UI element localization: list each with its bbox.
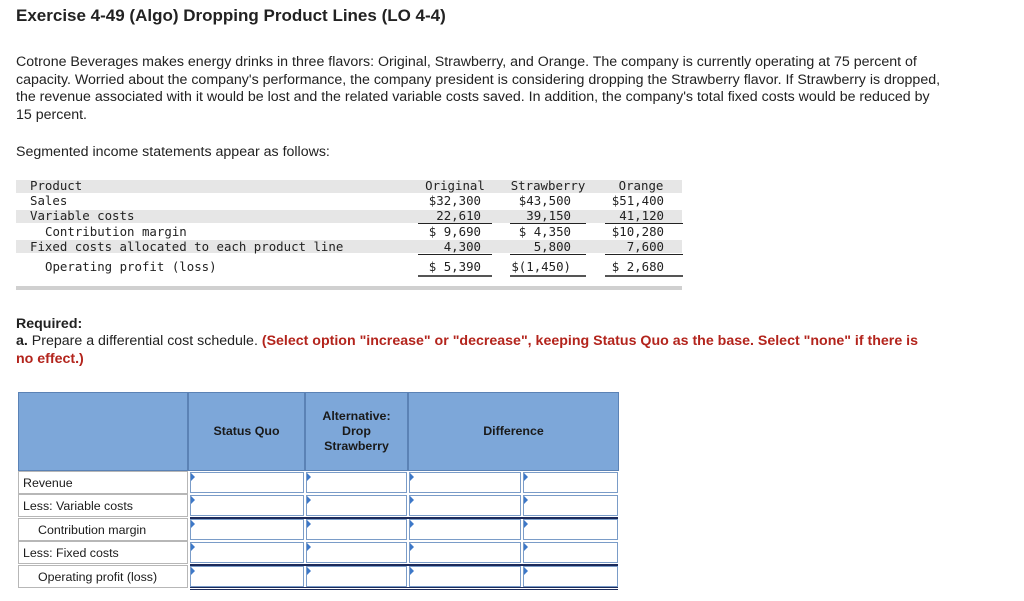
statement-row-label: Contribution margin <box>45 224 187 239</box>
statement-cell-orange: 7,600 <box>626 239 664 254</box>
schedule-row-operating-profit-label: Operating profit (loss) <box>18 565 188 588</box>
statement-row-contribution-margin <box>16 224 682 239</box>
contribution-margin-change-select[interactable] <box>523 519 618 540</box>
schedule-header-difference-label: Difference <box>483 424 544 438</box>
statement-header-original: Original <box>425 178 485 193</box>
statement-cell-strawberry: 5,800 <box>533 239 571 254</box>
statement-row-label: Variable costs <box>30 208 135 223</box>
statement-cell-original: 22,610 <box>436 208 481 223</box>
schedule-header-alternative-label: Alternative: Drop Strawberry <box>322 409 391 453</box>
required-heading: Required: <box>16 316 83 332</box>
variable-costs-status-quo-input[interactable] <box>190 495 304 516</box>
fixed-costs-status-quo-input[interactable] <box>190 542 304 563</box>
statement-row-fixed-costs <box>16 239 682 254</box>
schedule-row-variable-costs-label: Less: Variable costs <box>18 494 188 517</box>
operating-profit-status-quo-input[interactable] <box>190 566 304 587</box>
operating-profit-change-select[interactable] <box>523 566 618 587</box>
contribution-margin-alternative-input[interactable] <box>306 519 407 540</box>
schedule-row-fixed-costs-label: Less: Fixed costs <box>18 541 188 564</box>
statement-row-label: Sales <box>30 193 68 208</box>
fixed-costs-alternative-input[interactable] <box>306 542 407 563</box>
schedule-header-blank <box>18 392 188 471</box>
revenue-status-quo-input[interactable] <box>190 472 304 493</box>
statement-cell-original: $ 5,390 <box>428 259 481 274</box>
contribution-margin-status-quo-input[interactable] <box>190 519 304 540</box>
variable-costs-difference-input[interactable] <box>409 495 521 516</box>
statement-row-label: Fixed costs allocated to each product line <box>30 239 344 254</box>
revenue-difference-input[interactable] <box>409 472 521 493</box>
statement-cell-strawberry: $ 4,350 <box>518 224 571 239</box>
revenue-alternative-input[interactable] <box>306 472 407 493</box>
statement-row-label: Operating profit (loss) <box>45 259 217 274</box>
operating-profit-alternative-input[interactable] <box>306 566 407 587</box>
requirement-a <box>16 333 936 368</box>
segmented-statements-label: Segmented income statements appear as follows: <box>16 144 330 160</box>
schedule-header-difference <box>408 392 619 471</box>
statement-cell-orange: $51,400 <box>611 193 664 208</box>
statement-header-row <box>16 178 682 193</box>
fixed-costs-change-select[interactable] <box>523 542 618 563</box>
statement-cell-original: $ 9,690 <box>428 224 481 239</box>
statement-cell-orange: 41,120 <box>619 208 664 223</box>
variable-costs-alternative-input[interactable] <box>306 495 407 516</box>
schedule-row-revenue-label: Revenue <box>18 471 188 494</box>
statement-cell-original: $32,300 <box>428 193 481 208</box>
statement-header-product: Product <box>30 178 83 193</box>
statement-row-operating-profit <box>16 259 682 274</box>
contribution-margin-difference-input[interactable] <box>409 519 521 540</box>
statement-row-sales <box>16 193 682 208</box>
problem-description: Cotrone Beverages makes energy drinks in three flavors: Original, Strawberry, and Orange. The company is currently operating at 75 percent of capacity. Worried about the company's performance, the company president is considering dropping the Strawberry flavor. If Strawberry is dropped, the revenue associated with it would be lost and the related variable costs saved. In addition, the company's total fixed costs would be reduced by 15 percent. <box>16 54 941 123</box>
schedule-header-status-quo <box>188 392 305 471</box>
statement-cell-strawberry: $43,500 <box>518 193 571 208</box>
statement-cell-orange: $10,280 <box>611 224 664 239</box>
schedule-header-alternative <box>305 392 408 471</box>
statement-cell-strawberry: $(1,450) <box>511 259 571 274</box>
fixed-costs-difference-input[interactable] <box>409 542 521 563</box>
statement-row-variable-costs <box>16 208 682 223</box>
statement-cell-original: 4,300 <box>443 239 481 254</box>
operating-profit-difference-input[interactable] <box>409 566 521 587</box>
requirement-a-prefix: a. <box>16 333 28 349</box>
requirement-a-text: Prepare a differential cost schedule. <box>31 333 258 349</box>
segmented-income-statement <box>16 178 682 284</box>
statement-header-orange: Orange <box>618 178 664 193</box>
statement-header-strawberry: Strawberry <box>510 178 586 193</box>
requirement-a-instruction: (Select option "increase" or "decrease", keeping Status Quo as the base. Select "none" if there is no effect.) <box>16 333 918 367</box>
schedule-row-contribution-margin-label: Contribution margin <box>18 518 188 541</box>
variable-costs-change-select[interactable] <box>523 495 618 516</box>
revenue-change-select[interactable] <box>523 472 618 493</box>
statement-cell-orange: $ 2,680 <box>611 259 664 274</box>
exercise-title: Exercise 4-49 (Algo) Dropping Product Lines (LO 4-4) <box>16 6 446 25</box>
statement-cell-strawberry: 39,150 <box>526 208 571 223</box>
schedule-header-status-quo-label: Status Quo <box>213 424 280 438</box>
